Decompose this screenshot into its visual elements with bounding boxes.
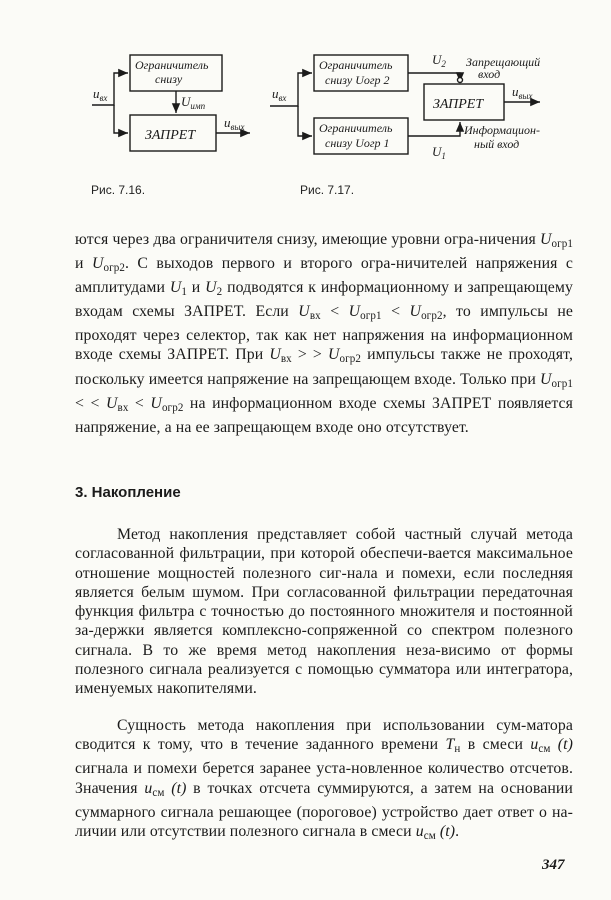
u1-label: $U_1$ [432, 144, 446, 161]
inhibit-dot [458, 78, 463, 83]
limiter-label-1: Ограничитель [135, 58, 209, 72]
page-number: 347 [542, 857, 565, 873]
section-heading: 3. Накопление [75, 484, 181, 501]
paragraph-limiters: ются через два ограничителя снизу, имеющие уровни огра-ничения $U_{огр1}$ и $U_{огр2}$. С выходов первого и второго огра-ничителей напряжения с амплитудами $U_1$ и $U_2$ подводятся к информационному и запрещающему входам схемы ЗАПРЕТ. Если $U_{вх} < U_{огр1} < U_{огр2}$, то импульсы не проходят через селектор, так как нет напряжения на информационном входе схемы ЗАПРЕТ. При $U_{вх}$ > > $U_{огр2}$ импульсы также не проходят, поскольку имеется напряжение на запрещающем входе. Только при $U_{огр1}$ < < $U_{вх} < U_{огр2}$ на информационном входе схемы ЗАПРЕТ появляется напряжение, а на ее запрещающем входе оно отсутствует. [75, 231, 574, 436]
u2-wire [408, 73, 460, 82]
limiter2-label-2: снизу Uогр 2 [325, 73, 390, 87]
zapret-label: ЗАПРЕТ [145, 128, 196, 143]
info-input-label-1: Информацион- [464, 123, 540, 137]
inhibit-input-label-2: вход [478, 67, 501, 81]
input-wire-lower [114, 105, 128, 133]
input-label: $u_{вх}$ [93, 86, 108, 103]
limiter1-label-1: Ограничитель [319, 121, 393, 135]
paragraph-accumulation-essence: Сущность метода накопления при использовании сум-матора сводится к тому, что в течение заданного времени $T_н$ в смеси $u_{см}$ (t) сигнала и помехи берется заранее уста-новленное количество отсчетов. Значения $u_{см}$ (t) в точках отсчета суммируются, а затем на основании суммарного сигнала решающее (пороговое) устройство дает ответ о на-личии или отсутствии полезного сигнала в смеси $u_{см}$ (t). [75, 717, 573, 842]
u1-wire [408, 122, 460, 136]
input-wire-b [298, 106, 312, 136]
output-label-2: $u_{вых}$ [512, 84, 533, 101]
imp-label: $U_{имп}$ [181, 94, 206, 111]
limiter1-label-2: снизу Uогр 1 [325, 136, 390, 150]
limiter-label-2: снизу [155, 72, 183, 86]
inhibit-input-label-1: Запрещающий [466, 55, 541, 69]
caption-fig-7-17: Рис. 7.17. [300, 183, 355, 197]
input-label-2: $u_{вх}$ [272, 86, 287, 103]
paragraph-accumulation-method: Метод накопления представляет собой частный случай метода согласованной фильтрации, при которой обеспечи-вается максимальное отношение мощностей полезного сиг-нала и помехи, если последняя является белым шумом. При согласованной фильтрации передаточная функция фильтра с точностью до постоянного множителя и постоянной за-держки является комплексно-сопряженной со спектром полезного сигнала. В то же время метод накопления неза-висимо от формы полезного сигнала реализуется с помощью сумматора или интегратора, именуемых накопителями. [75, 526, 573, 698]
info-input-label-2: ный вход [474, 137, 520, 151]
caption-fig-7-16: Рис. 7.16. [91, 183, 146, 197]
figures-area [0, 0, 611, 210]
u2-label: $U_2$ [432, 52, 446, 69]
block-diagrams [0, 0, 611, 210]
zapret-label-2: ЗАПРЕТ [433, 97, 484, 112]
limiter2-label-1: Ограничитель [319, 58, 393, 72]
output-label: $u_{вых}$ [224, 115, 245, 132]
